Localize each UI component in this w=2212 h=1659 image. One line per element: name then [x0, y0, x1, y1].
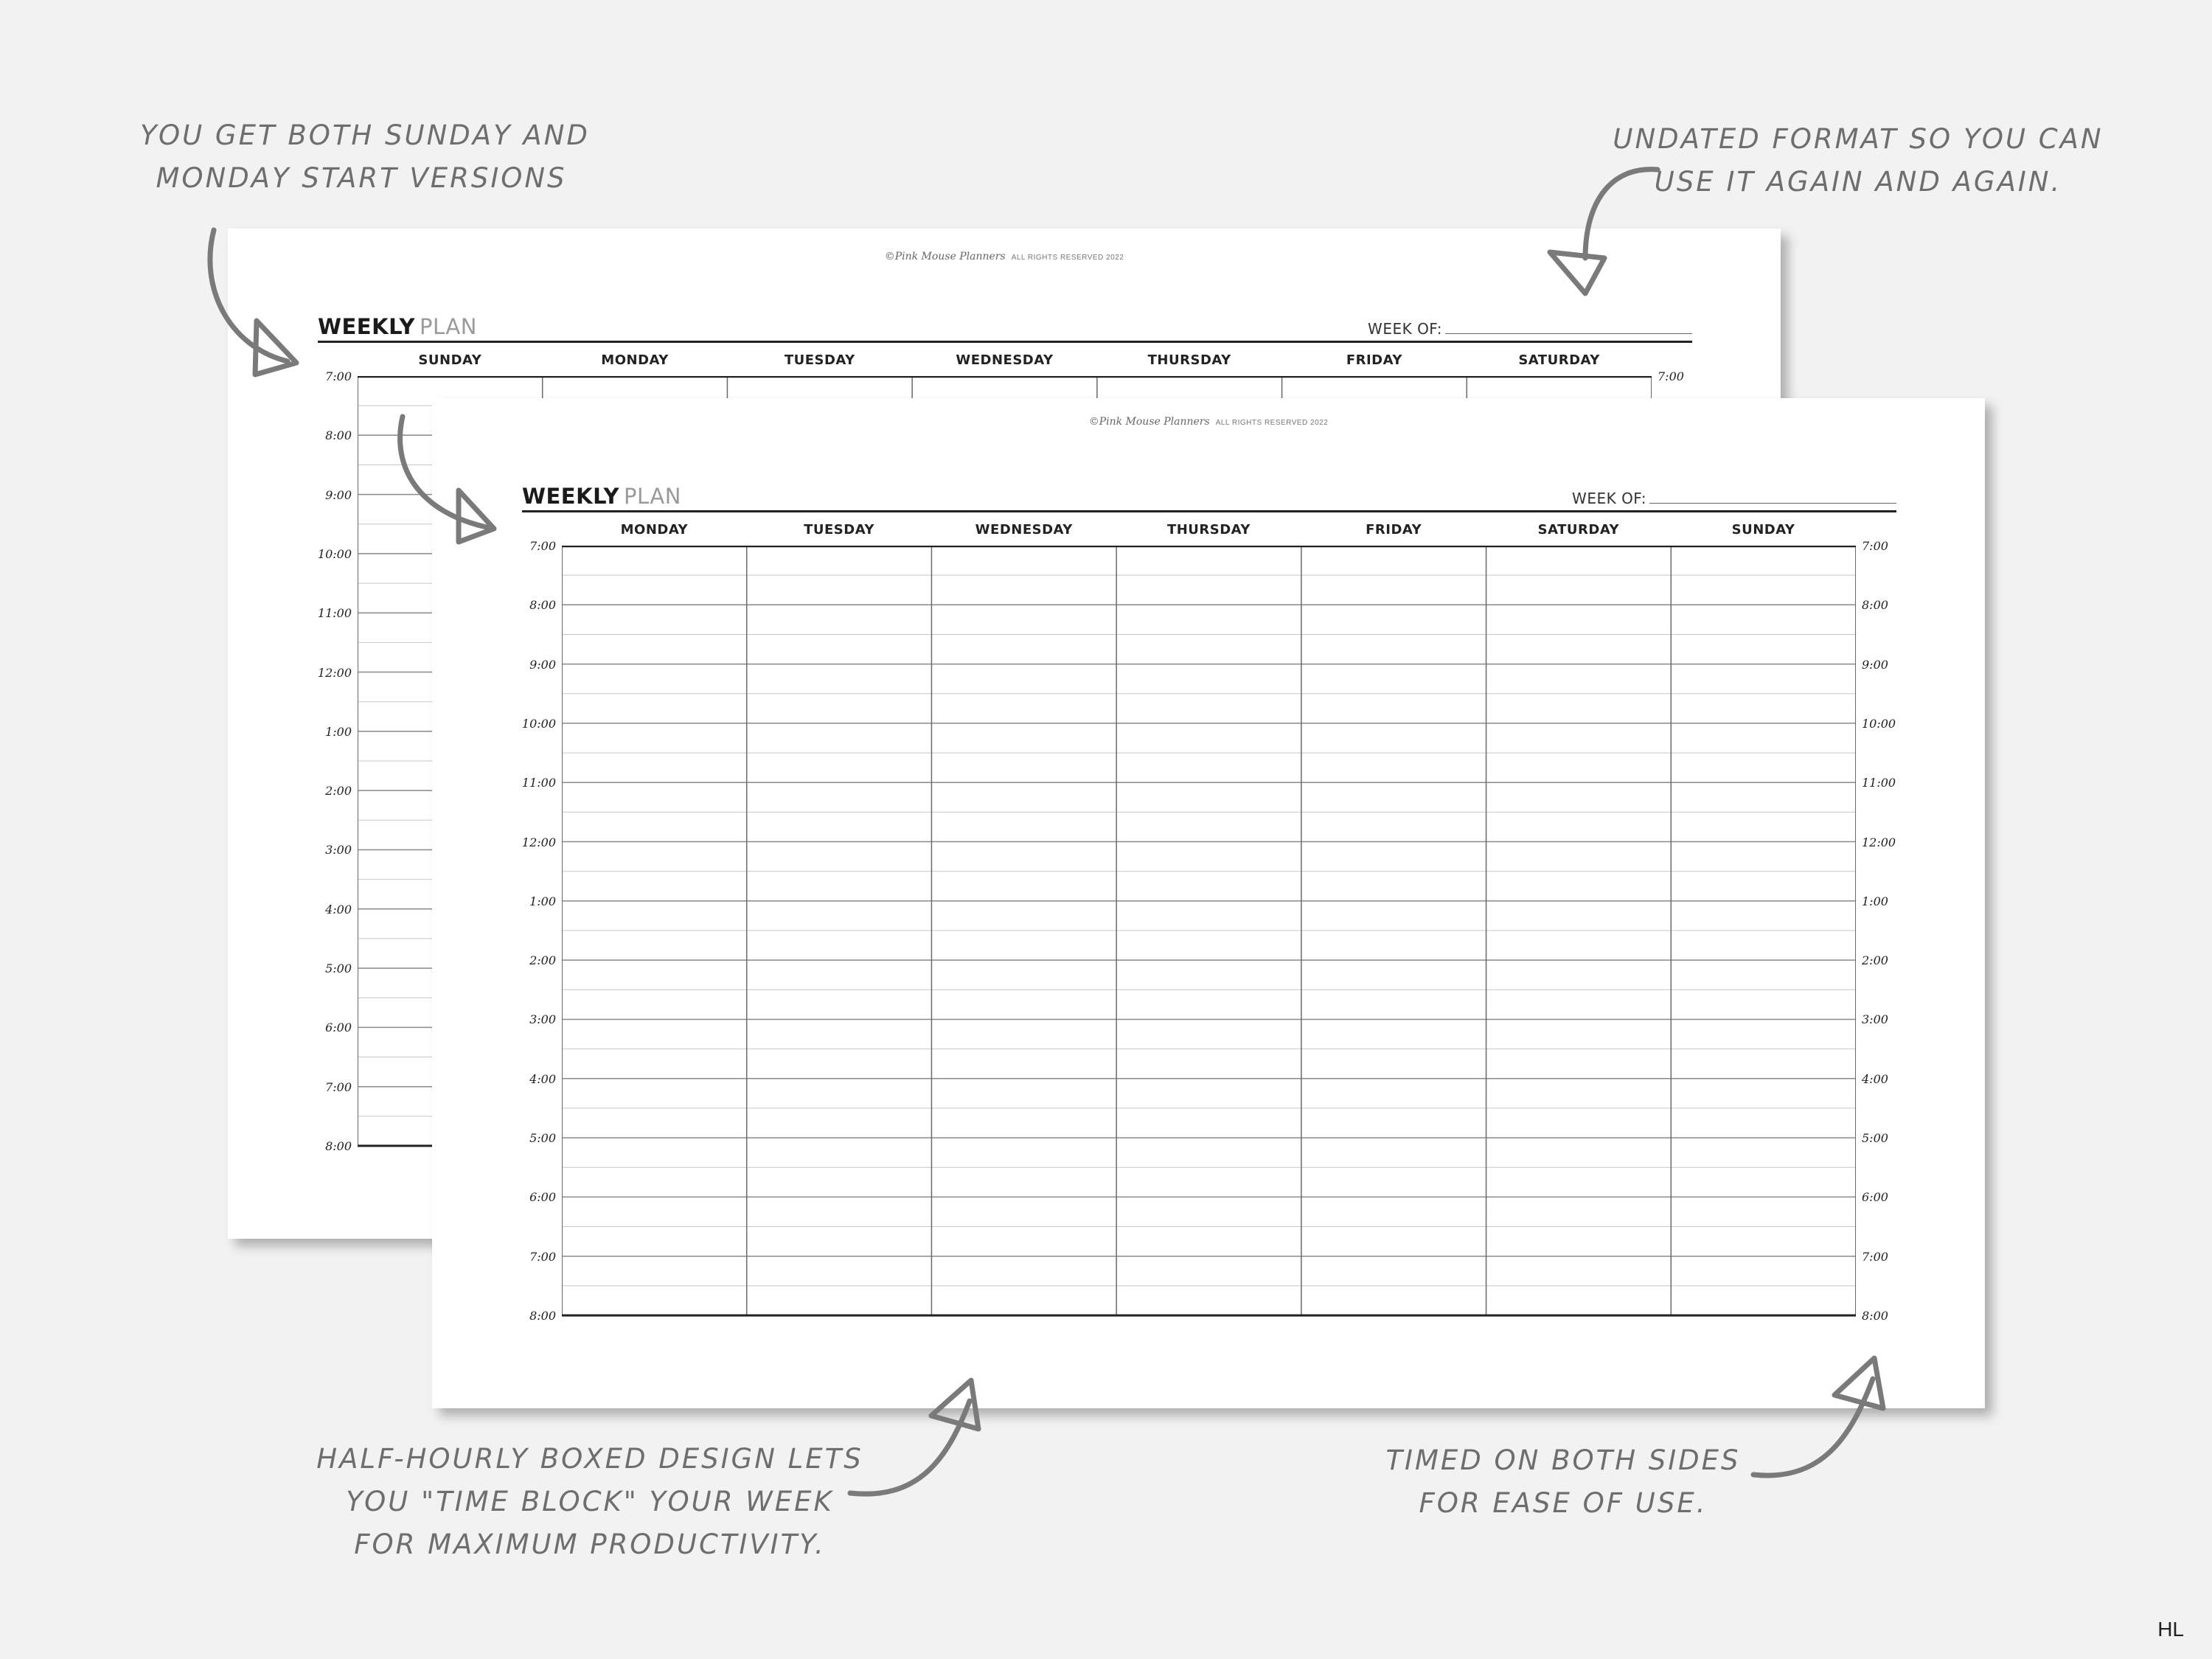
- callout-line: MONDAY START VERSIONS: [156, 162, 567, 194]
- callout-half-hourly: [310, 1438, 870, 1566]
- day-header: SATURDAY: [1518, 352, 1600, 368]
- callout-line: FOR MAXIMUM PRODUCTIVITY.: [354, 1528, 826, 1560]
- time-label-left: 7:00: [529, 1249, 556, 1264]
- day-header: FRIDAY: [1346, 352, 1402, 368]
- brand-logo: ©Pink Mouse Planners: [1088, 416, 1210, 428]
- callout-timed-both-sides: [1371, 1439, 1755, 1525]
- callout-line: UNDATED FORMAT SO YOU CAN: [1613, 123, 2104, 155]
- time-label-left: 10:00: [521, 716, 556, 731]
- time-label-right: 7:00: [1862, 539, 1888, 553]
- callout-sunday-monday: [140, 114, 590, 200]
- time-label-left: 1:00: [529, 894, 556, 908]
- callout-line: HALF-HOURLY BOXED DESIGN LETS: [316, 1443, 863, 1475]
- time-label-right: 2:00: [1862, 953, 1888, 968]
- page-title: [522, 484, 681, 509]
- time-label-right: 6:00: [1862, 1190, 1888, 1205]
- week-of-line: [1445, 323, 1692, 334]
- brand-logo: ©Pink Mouse Planners: [884, 251, 1006, 262]
- time-label-right: 8:00: [1862, 598, 1888, 613]
- time-label-left: 4:00: [325, 902, 352, 917]
- time-label-left: 5:00: [325, 961, 352, 976]
- time-label-left: 4:00: [529, 1071, 556, 1086]
- callout-line: YOU "TIME BLOCK" YOUR WEEK: [346, 1486, 834, 1517]
- time-label-right: 9:00: [1862, 657, 1888, 672]
- time-label-right: 5:00: [1862, 1131, 1888, 1146]
- time-label-right: 3:00: [1862, 1012, 1888, 1027]
- time-label-left: 1:00: [325, 724, 352, 739]
- day-header: SATURDAY: [1537, 522, 1620, 538]
- curved-arrow-icon: [391, 409, 516, 549]
- title-row: [522, 485, 1896, 512]
- day-header: SUNDAY: [1731, 522, 1795, 538]
- time-label-right: 11:00: [1862, 776, 1896, 790]
- day-header: WEDNESDAY: [975, 522, 1073, 538]
- time-label-left: 11:00: [521, 776, 556, 790]
- time-label-left: 3:00: [325, 843, 352, 858]
- time-label-right: 8:00: [1862, 1309, 1888, 1323]
- title-row: [318, 316, 1692, 343]
- time-label-left: 9:00: [529, 657, 556, 672]
- title-bold: WEEKLY: [522, 484, 620, 509]
- day-headers: [562, 522, 1856, 540]
- rights-text: ALL RIGHTS RESERVED 2022: [1011, 254, 1124, 262]
- day-header: FRIDAY: [1366, 522, 1422, 538]
- week-of-field: [1572, 490, 1896, 507]
- week-of-label: WEEK OF:: [1572, 490, 1646, 507]
- curved-arrow-icon: [199, 221, 317, 383]
- day-headers: [358, 352, 1652, 370]
- time-label-right: 1:00: [1862, 894, 1888, 908]
- day-header: THURSDAY: [1166, 522, 1251, 538]
- time-label-left: 8:00: [529, 598, 556, 613]
- callout-line: YOU GET BOTH SUNDAY AND: [140, 119, 590, 151]
- day-header: TUESDAY: [804, 522, 874, 538]
- time-label-left: 8:00: [529, 1309, 556, 1323]
- time-label-left: 7:00: [529, 539, 556, 553]
- time-label-right: 7:00: [1862, 1249, 1888, 1264]
- time-label-left: 6:00: [325, 1020, 352, 1035]
- time-label-left: 11:00: [317, 606, 352, 621]
- callout-line: USE IT AGAIN AND AGAIN.: [1654, 166, 2062, 198]
- title-bold: WEEKLY: [318, 314, 416, 339]
- day-header: MONDAY: [601, 352, 669, 368]
- curved-arrow-icon: [844, 1371, 992, 1504]
- day-header: WEDNESDAY: [956, 352, 1054, 368]
- schedule-grid: [521, 539, 1896, 1323]
- time-label-right: 12:00: [1862, 835, 1896, 849]
- callout-undated: [1593, 118, 2124, 204]
- time-label-left: 3:00: [529, 1012, 556, 1027]
- week-of-label: WEEK OF:: [1368, 320, 1442, 338]
- week-of-line: [1649, 493, 1896, 504]
- callout-line: TIMED ON BOTH SIDES: [1385, 1444, 1741, 1476]
- time-label-left: 10:00: [317, 546, 352, 561]
- planner-sheet-monday-start: [432, 398, 1985, 1408]
- time-label-left: 6:00: [529, 1190, 556, 1205]
- time-label-left: 2:00: [529, 953, 556, 968]
- time-label-left: 7:00: [325, 369, 352, 383]
- curved-arrow-icon: [1747, 1349, 1895, 1482]
- time-label-left: 2:00: [325, 784, 352, 799]
- page-title: [318, 314, 477, 339]
- time-label-left: 12:00: [521, 835, 556, 849]
- time-label-left: 7:00: [325, 1079, 352, 1094]
- time-label-right: 7:00: [1658, 369, 1684, 383]
- time-label-right: 4:00: [1862, 1071, 1888, 1086]
- rights-text: ALL RIGHTS RESERVED 2022: [1215, 419, 1329, 427]
- watermark: HL: [2157, 1618, 2184, 1641]
- callout-line: FOR EASE OF USE.: [1419, 1487, 1708, 1519]
- day-header: THURSDAY: [1147, 352, 1231, 368]
- time-label-left: 9:00: [325, 487, 352, 502]
- title-light: PLAN: [624, 484, 681, 509]
- grid-lines: [562, 546, 1856, 1317]
- day-header: SUNDAY: [418, 352, 482, 368]
- time-label-left: 8:00: [325, 1139, 352, 1153]
- curved-arrow-icon: [1519, 162, 1666, 302]
- day-header: MONDAY: [620, 522, 689, 538]
- time-label-left: 12:00: [317, 665, 352, 680]
- time-label-left: 8:00: [325, 428, 352, 443]
- time-label-right: 10:00: [1862, 716, 1896, 731]
- day-header: TUESDAY: [784, 352, 855, 368]
- title-light: PLAN: [420, 314, 477, 339]
- time-label-left: 5:00: [529, 1131, 556, 1146]
- copyright-line: [432, 416, 1985, 428]
- week-of-field: [1368, 320, 1692, 338]
